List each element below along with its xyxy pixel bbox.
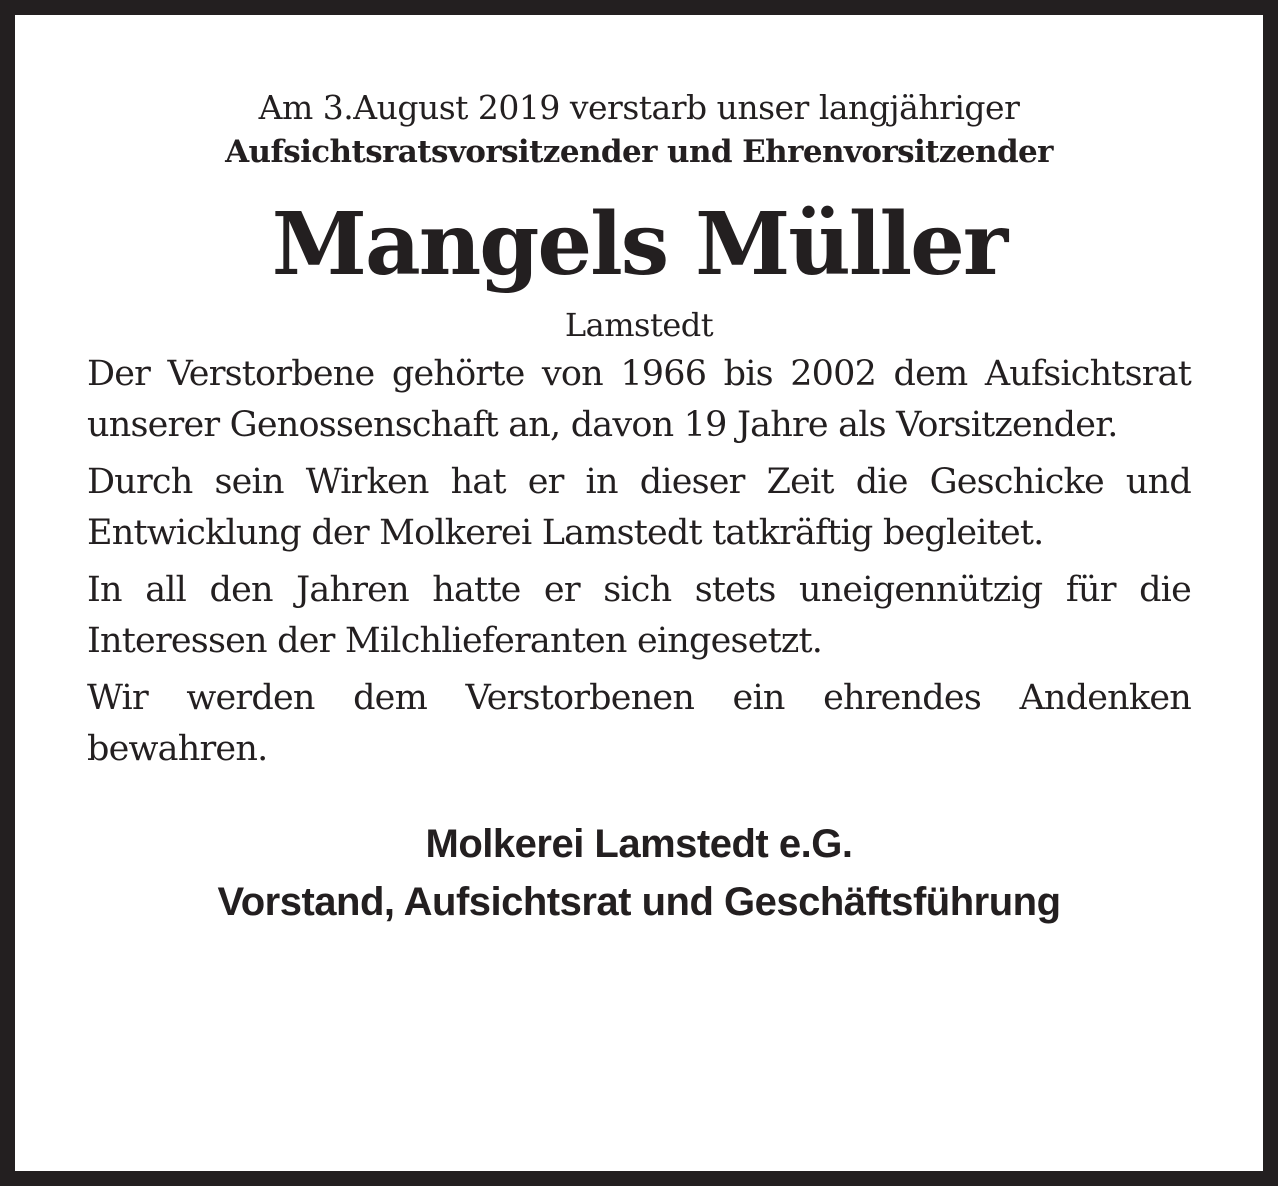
paragraph-commitment: In all den Jahren hatte er sich stets uneigennützig für die Interessen der Milchlieferanten eingesetzt.	[87, 570, 1191, 661]
deceased-place: Lamstedt	[564, 306, 714, 344]
paragraph-tenure: Der Verstorbene gehörte von 1966 bis 2002 dem Aufsichtsrat unserer Genossenschaft an, davon 19 Jahre als Vorsitzender.	[87, 354, 1191, 445]
intro	[87, 85, 1191, 175]
intro-line-1: Am 3.August 2019 verstarb unser langjähriger	[258, 88, 1020, 127]
signature-boards: Vorstand, Aufsichtsrat und Geschäftsführung	[217, 880, 1061, 924]
signature-organization: Molkerei Lamstedt e.G.	[425, 822, 853, 866]
signature	[87, 815, 1191, 931]
obituary-content	[87, 15, 1191, 931]
deceased-name: Mangels Müller	[271, 194, 1007, 295]
body-text	[87, 349, 1191, 775]
paragraph-remembrance: Wir werden dem Verstorbenen ein ehrendes Andenken bewahren.	[87, 678, 1191, 769]
intro-line-2: Aufsichtsratsvorsitzender und Ehrenvorsitzender	[225, 134, 1053, 170]
paragraph-contribution: Durch sein Wirken hat er in dieser Zeit die Geschicke und Entwicklung der Molkerei Lamstedt tatkräftig begleitet.	[87, 462, 1191, 553]
